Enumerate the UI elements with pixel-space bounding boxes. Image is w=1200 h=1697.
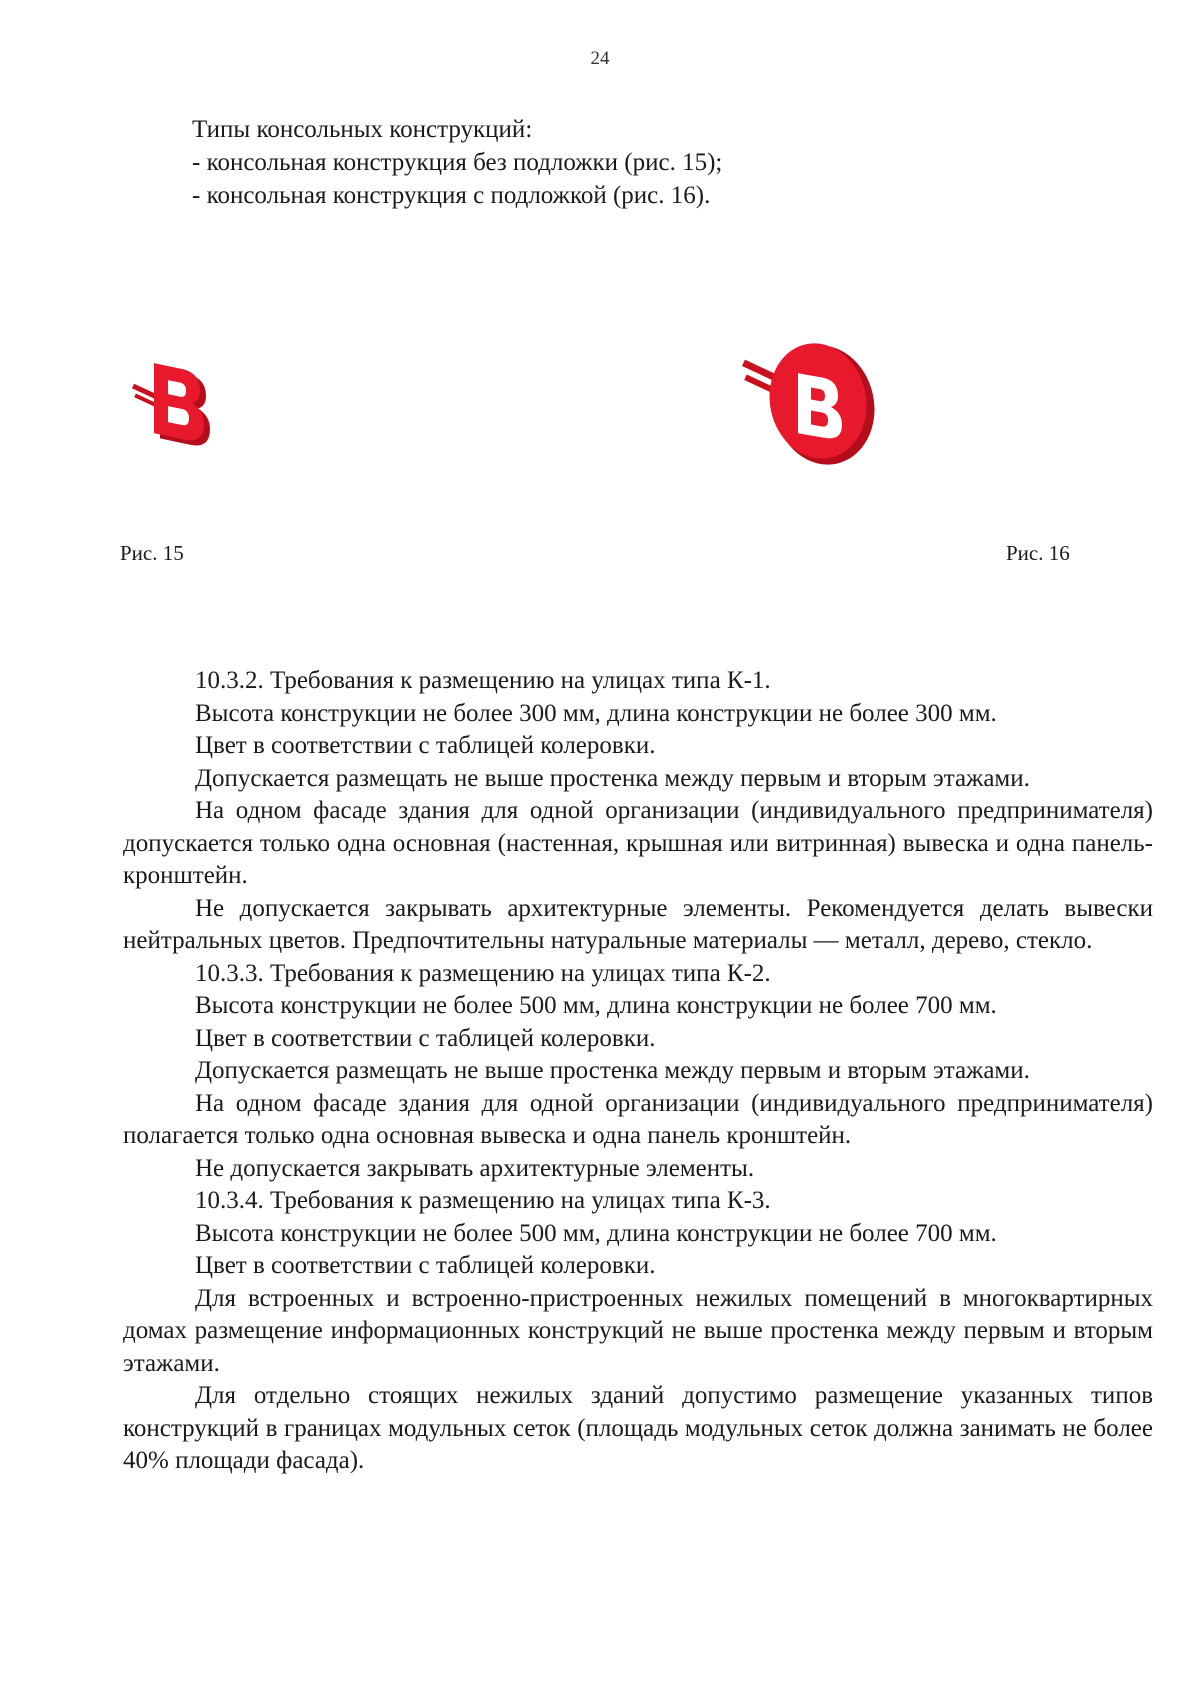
paragraph: Допускается размещать не выше простенка между первым и вторым этажами. <box>195 1057 1030 1084</box>
figure-16 <box>740 335 880 470</box>
types-heading: Типы консольных конструкций: <box>192 116 533 143</box>
figure-16-caption: Рис. 16 <box>1006 541 1070 565</box>
paragraph: Высота конструкции не более 500 мм, длина конструкции не более 700 мм. <box>195 992 997 1019</box>
paragraph: Цвет в соответствии с таблицей колеровки. <box>195 1024 656 1052</box>
paragraph: Цвет в соответствии с таблицей колеровки. <box>195 732 656 759</box>
round-b-bracket-sign-icon <box>740 335 880 470</box>
paragraph: Цвет в соответствии с таблицей колеровки. <box>195 1252 656 1279</box>
paragraph: Не допускается закрывать архитектурные элементы. Рекомендуется делать вывески нейтральных цветов. Предпочтительны натуральные материалы — металл, дерево, стекло. <box>123 894 1153 954</box>
figure-15-caption: Рис. 15 <box>120 541 184 565</box>
construction-types-list <box>192 113 722 212</box>
paragraph: На одном фасаде здания для одной организации (индивидуального предпринимателя) полагается только одна основная вывеска и одна панель кронштейн. <box>123 1089 1153 1149</box>
paragraph: Не допускается закрывать архитектурные элементы. <box>195 1154 755 1182</box>
letter-b-bracket-sign-icon <box>130 360 220 460</box>
figure-15 <box>130 360 220 460</box>
types-item-1: - консольная конструкция без подложки (рис. 15); <box>192 149 723 176</box>
paragraph: На одном фасаде здания для одной организации (индивидуального предпринимателя) допускается только одна основная (настенная, крышная или витринная) вывеска и одна панель-кронштейн. <box>123 797 1153 889</box>
paragraph: Высота конструкции не более 300 мм, длина конструкции не более 300 мм. <box>195 699 997 727</box>
page-number: 24 <box>590 48 610 69</box>
section-heading-10-3-2: 10.3.2. Требования к размещению на улицах типа К-1. <box>195 667 771 694</box>
types-item-2: - консольная конструкция с подложкой (рис. 16). <box>192 182 711 209</box>
section-heading-10-3-4: 10.3.4. Требования к размещению на улицах типа К-3. <box>195 1187 771 1214</box>
requirements-text <box>123 665 1153 1478</box>
paragraph: Высота конструкции не более 500 мм, длина конструкции не более 700 мм. <box>195 1219 997 1247</box>
paragraph: Для встроенных и встроенно-пристроенных нежилых помещений в многоквартирных домах размещение информационных конструкций не выше простенка между первым и вторым этажами. <box>123 1284 1153 1377</box>
section-heading-10-3-3: 10.3.3. Требования к размещению на улицах типа К-2. <box>195 959 771 987</box>
paragraph: Для отдельно стоящих нежилых зданий допустимо размещение указанных типов конструкций в границах модульных сеток (площадь модульных сеток должна занимать не более 40% площади фасада). <box>123 1382 1153 1474</box>
paragraph: Допускается размещать не выше простенка между первым и вторым этажами. <box>195 764 1030 792</box>
